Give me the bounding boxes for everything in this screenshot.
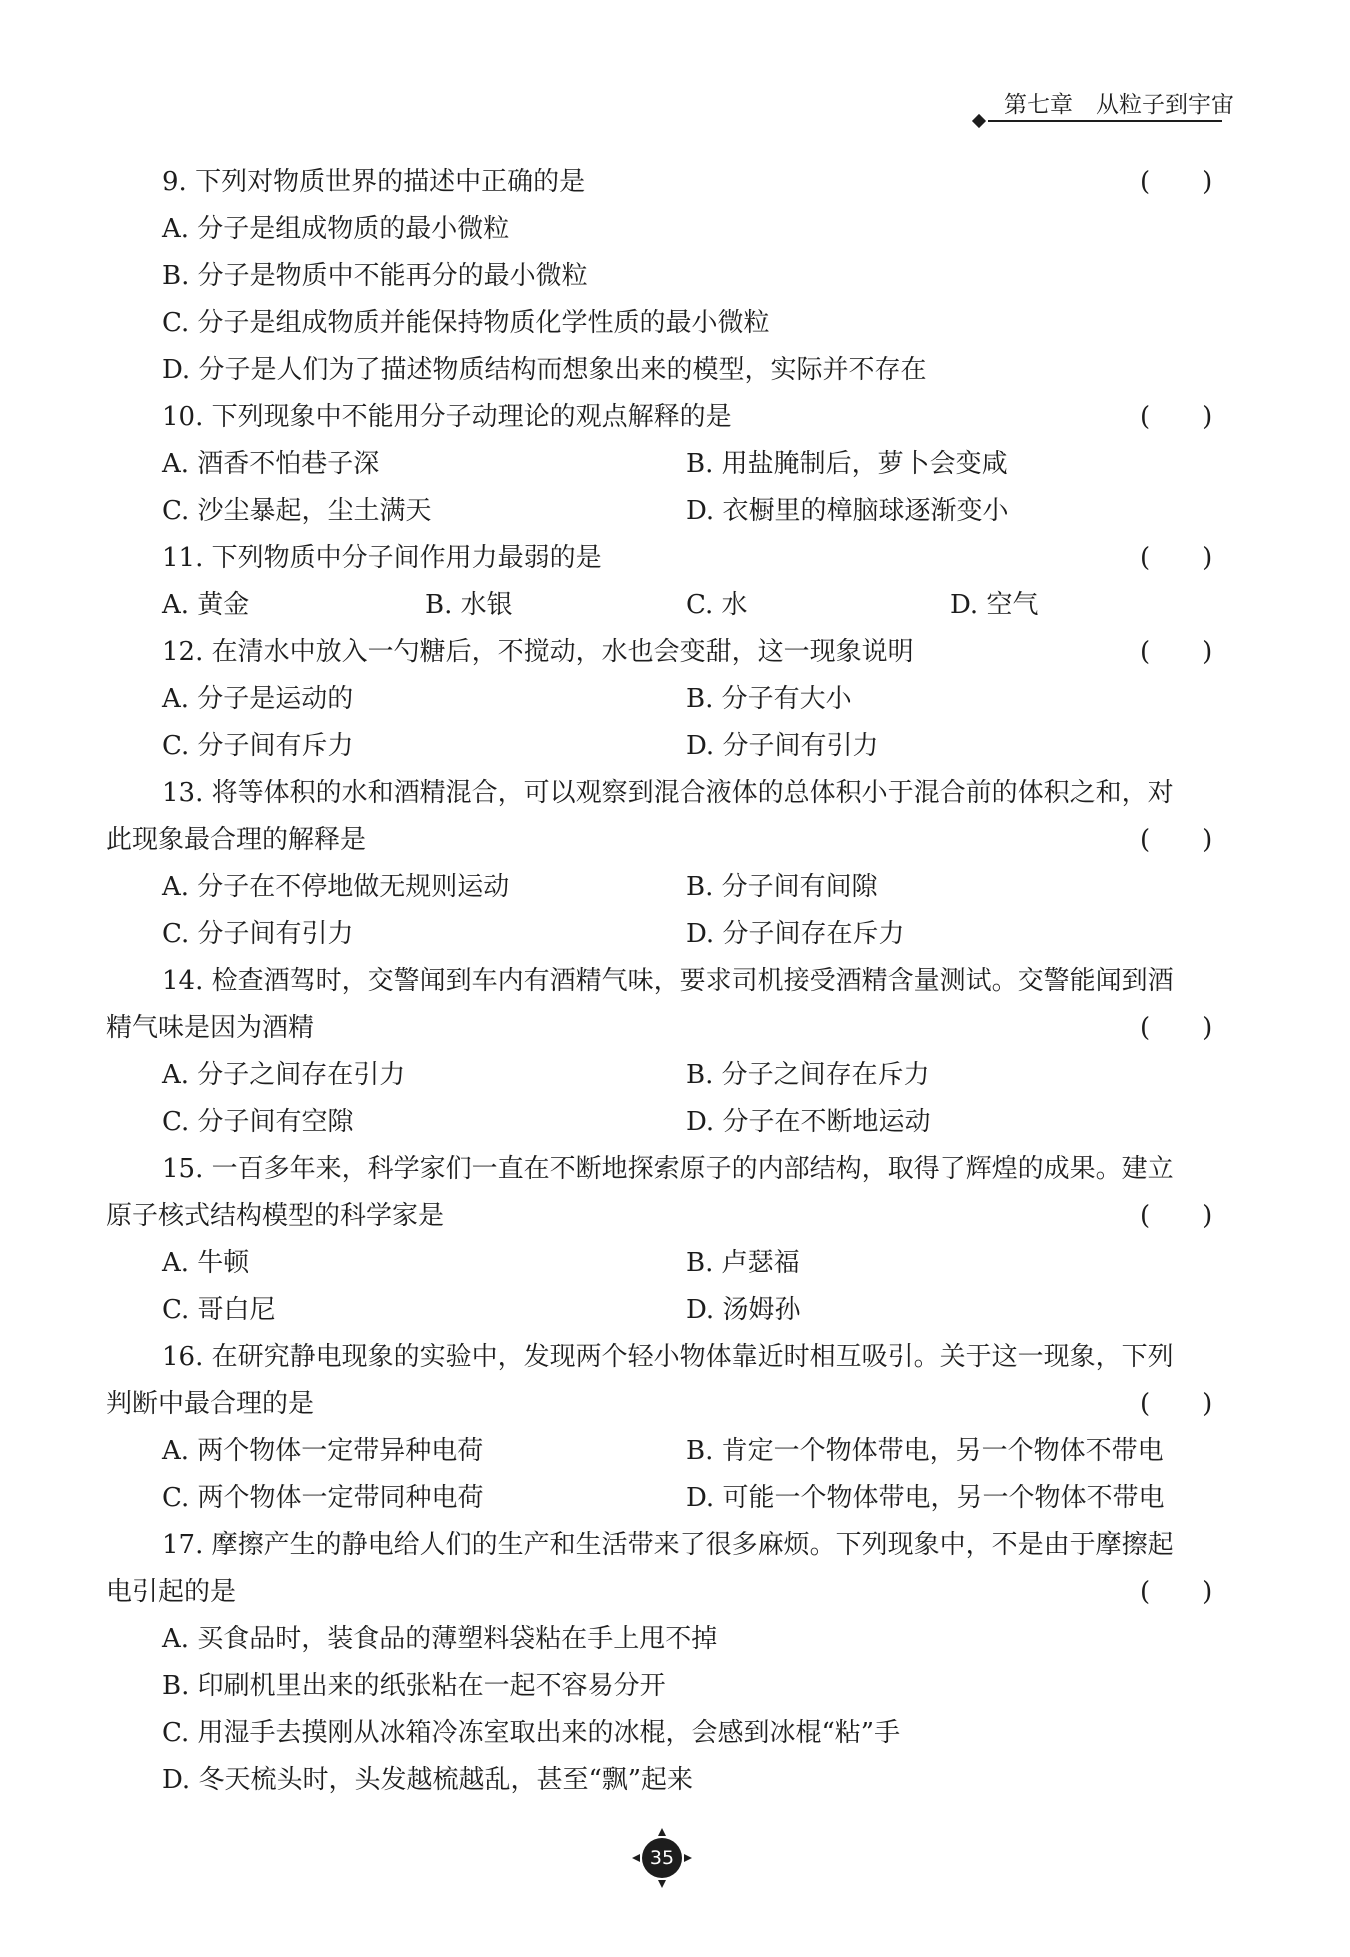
page-number-tick-right bbox=[684, 1854, 692, 1862]
page-number-tick-top bbox=[658, 1828, 666, 1836]
q9-option-b: B. 分子是物质中不能再分的最小微粒 bbox=[162, 261, 588, 291]
q13-answer-bracket: ( ) bbox=[1140, 825, 1213, 855]
header-rule bbox=[988, 120, 1222, 122]
q10-answer-bracket: ( ) bbox=[1140, 402, 1213, 432]
q12-option-b: B. 分子有大小 bbox=[686, 684, 852, 714]
q13-stem-line2: 此现象最合理的解释是 bbox=[106, 825, 367, 855]
q16-option-c: C. 两个物体一定带同种电荷 bbox=[162, 1483, 484, 1513]
q17-stem-line2: 电引起的是 bbox=[106, 1577, 237, 1607]
q12-option-c: C. 分子间有斥力 bbox=[162, 731, 354, 761]
q13-option-d: D. 分子间存在斥力 bbox=[686, 919, 905, 949]
q14-stem-line2: 精气味是因为酒精 bbox=[106, 1013, 315, 1043]
q15-option-d: D. 汤姆孙 bbox=[686, 1295, 801, 1325]
q11-option-a: A. 黄金 bbox=[162, 590, 250, 620]
q17-option-d: D. 冬天梳头时，头发越梳越乱，甚至“飘”起来 bbox=[162, 1765, 694, 1795]
q14-option-c: C. 分子间有空隙 bbox=[162, 1107, 354, 1137]
q10-stem: 10. 下列现象中不能用分子动理论的观点解释的是 bbox=[162, 402, 732, 432]
q11-option-b: B. 水银 bbox=[425, 590, 513, 620]
q14-option-b: B. 分子之间存在斥力 bbox=[686, 1060, 930, 1090]
q15-option-b: B. 卢瑟福 bbox=[686, 1248, 800, 1278]
q16-stem-line1: 16. 在研究静电现象的实验中，发现两个轻小物体靠近时相互吸引。关于这一现象，下列 bbox=[162, 1342, 1174, 1372]
q16-answer-bracket: ( ) bbox=[1140, 1389, 1213, 1419]
q12-stem: 12. 在清水中放入一勺糖后，不搅动，水也会变甜，这一现象说明 bbox=[162, 637, 914, 667]
q15-answer-bracket: ( ) bbox=[1140, 1201, 1213, 1231]
page-number-tick-left bbox=[632, 1854, 640, 1862]
q9-answer-bracket: ( ) bbox=[1140, 167, 1213, 197]
q12-option-d: D. 分子间有引力 bbox=[686, 731, 879, 761]
q11-option-d: D. 空气 bbox=[950, 590, 1039, 620]
q9-stem: 9. 下列对物质世界的描述中正确的是 bbox=[162, 167, 586, 197]
q17-option-c: C. 用湿手去摸刚从冰箱冷冻室取出来的冰棍，会感到冰棍“粘”手 bbox=[162, 1718, 901, 1748]
q15-stem-line2: 原子核式结构模型的科学家是 bbox=[106, 1201, 445, 1231]
q12-answer-bracket: ( ) bbox=[1140, 637, 1213, 667]
q13-option-c: C. 分子间有引力 bbox=[162, 919, 354, 949]
q10-option-d: D. 衣橱里的樟脑球逐渐变小 bbox=[686, 496, 1009, 526]
q11-stem: 11. 下列物质中分子间作用力最弱的是 bbox=[162, 543, 602, 573]
q17-answer-bracket: ( ) bbox=[1140, 1577, 1213, 1607]
q13-option-b: B. 分子间有间隙 bbox=[686, 872, 878, 902]
q14-option-d: D. 分子在不断地运动 bbox=[686, 1107, 931, 1137]
q17-option-a: A. 买食品时，装食品的薄塑料袋粘在手上甩不掉 bbox=[162, 1624, 718, 1654]
q9-option-c: C. 分子是组成物质并能保持物质化学性质的最小微粒 bbox=[162, 308, 770, 338]
chapter-header: 第七章 从粒子到宇宙 bbox=[1004, 92, 1234, 118]
q15-stem-line1: 15. 一百多年来，科学家们一直在不断地探索原子的内部结构，取得了辉煌的成果。建立 bbox=[162, 1154, 1174, 1184]
page-number: 35 bbox=[642, 1838, 682, 1878]
q16-stem-line2: 判断中最合理的是 bbox=[106, 1389, 315, 1419]
q16-option-a: A. 两个物体一定带异种电荷 bbox=[162, 1436, 484, 1466]
q11-answer-bracket: ( ) bbox=[1140, 543, 1213, 573]
q17-stem-line1: 17. 摩擦产生的静电给人们的生产和生活带来了很多麻烦。下列现象中，不是由于摩擦起 bbox=[162, 1530, 1174, 1560]
q15-option-a: A. 牛顿 bbox=[162, 1248, 250, 1278]
q10-option-a: A. 酒香不怕巷子深 bbox=[162, 449, 380, 479]
q15-option-c: C. 哥白尼 bbox=[162, 1295, 276, 1325]
q9-option-a: A. 分子是组成物质的最小微粒 bbox=[162, 214, 510, 244]
q9-option-d: D. 分子是人们为了描述物质结构而想象出来的模型，实际并不存在 bbox=[162, 355, 927, 385]
q14-option-a: A. 分子之间存在引力 bbox=[162, 1060, 406, 1090]
page-number-tick-bottom bbox=[658, 1880, 666, 1888]
q13-option-a: A. 分子在不停地做无规则运动 bbox=[162, 872, 510, 902]
q11-option-c: C. 水 bbox=[686, 590, 748, 620]
q10-option-b: B. 用盐腌制后，萝卜会变咸 bbox=[686, 449, 1008, 479]
q10-option-c: C. 沙尘暴起，尘土满天 bbox=[162, 496, 432, 526]
q16-option-b: B. 肯定一个物体带电，另一个物体不带电 bbox=[686, 1436, 1164, 1466]
q16-option-d: D. 可能一个物体带电，另一个物体不带电 bbox=[686, 1483, 1165, 1513]
q13-stem-line1: 13. 将等体积的水和酒精混合，可以观察到混合液体的总体积小于混合前的体积之和，对 bbox=[162, 778, 1174, 808]
q17-option-b: B. 印刷机里出来的纸张粘在一起不容易分开 bbox=[162, 1671, 666, 1701]
header-diamond-icon bbox=[972, 114, 986, 128]
q14-stem-line1: 14. 检查酒驾时，交警闻到车内有酒精气味，要求司机接受酒精含量测试。交警能闻到酒 bbox=[162, 966, 1174, 996]
q14-answer-bracket: ( ) bbox=[1140, 1013, 1213, 1043]
q12-option-a: A. 分子是运动的 bbox=[162, 684, 354, 714]
